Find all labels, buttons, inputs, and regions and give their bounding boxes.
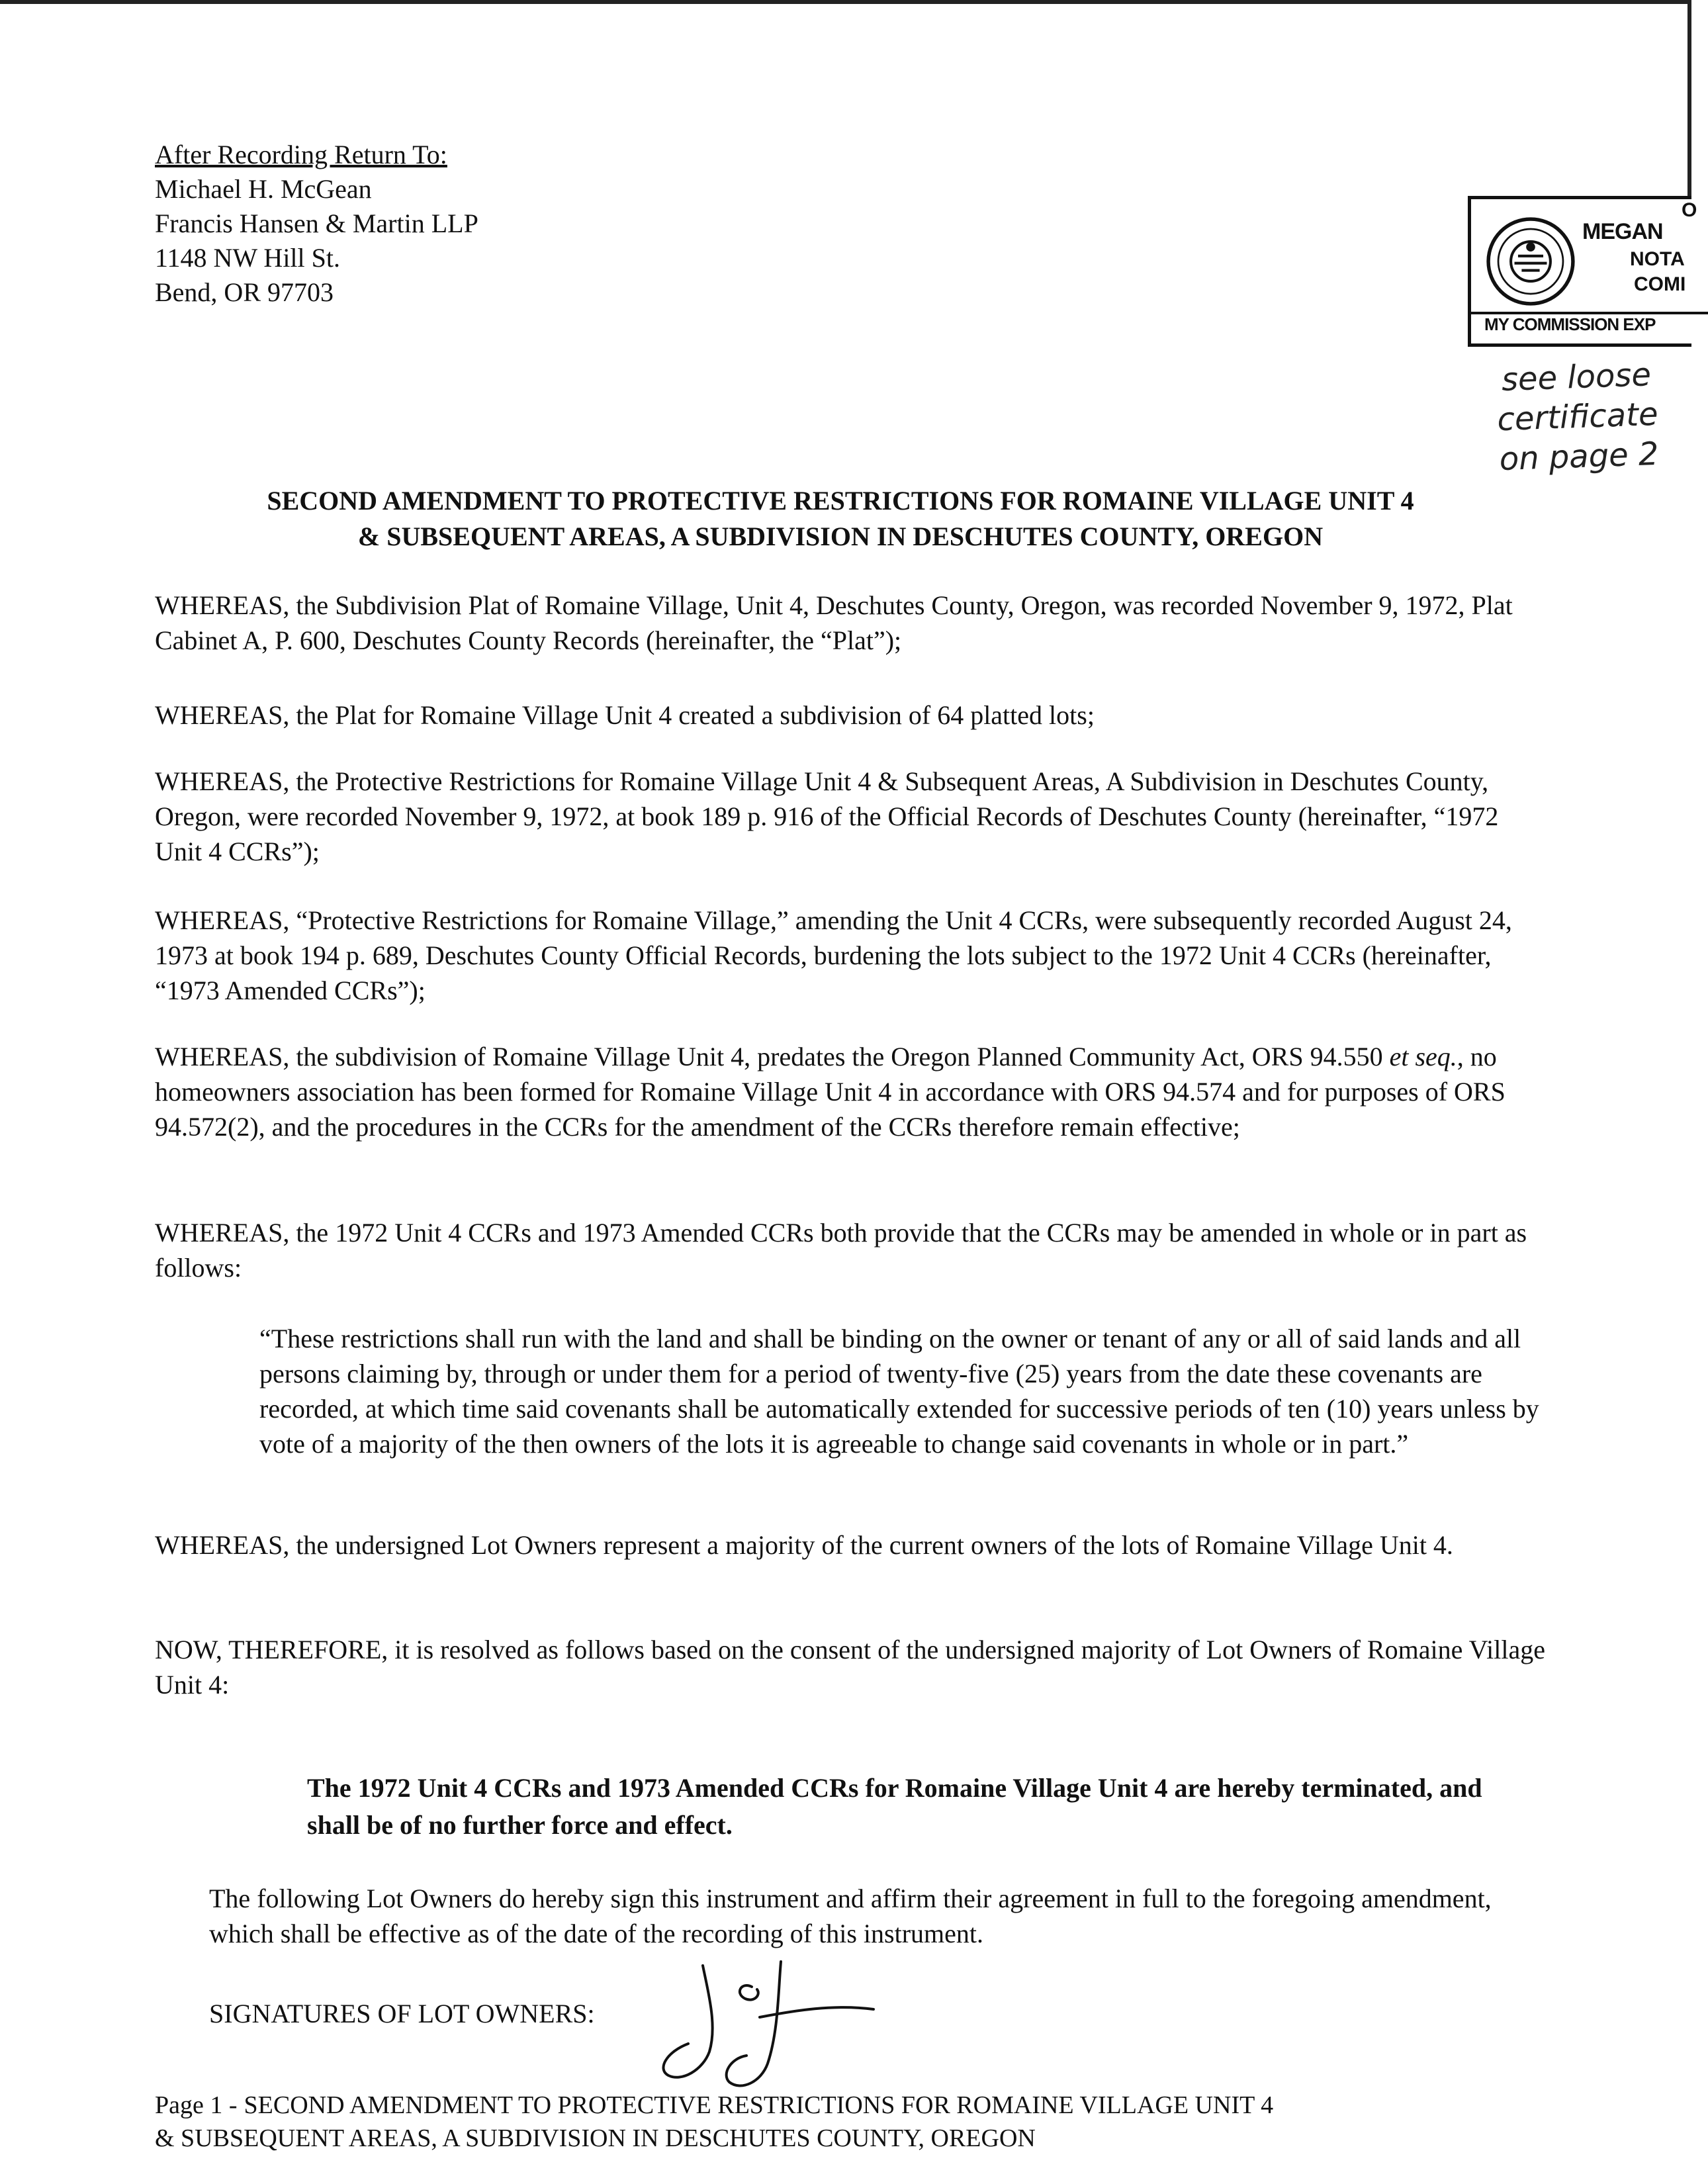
return-line: Bend, OR 97703 [155, 277, 334, 307]
whereas-paragraph: WHEREAS, the Subdivision Plat of Romaine Village, Unit 4, Deschutes County, Oregon, was recorded November 9, 1972, Plat Cabinet A, P. 600, Deschutes County Records (hereinafter, the “Plat”); [155, 590, 1513, 655]
notary-seal-icon [1486, 216, 1576, 306]
footer-line [155, 2089, 1545, 2122]
text-run: , no homeowners association has been formed for Romaine Village Unit 4 in accordance with ORS 94.574 and for purposes of ORS 94.572(2), and the procedures in the CCRs for the amendment of the CCRs therefore remain effective; [155, 1042, 1506, 1142]
footer-line: & SUBSEQUENT AREAS, A SUBDIVISION IN DESCHUTES COUNTY, OREGON [155, 2124, 1036, 2152]
affirmation-paragraph: The following Lot Owners do hereby sign this instrument and affirm their agreement in full to the foregoing amendment, which shall be effective as of the date of the recording of this instrument. [209, 1884, 1492, 1948]
stamp-line: COMI [1634, 273, 1686, 295]
resolution-statement: The 1972 Unit 4 CCRs and 1973 Amended CCRs for Romaine Village Unit 4 are hereby terminated, and shall be of no further force and effect. [307, 1773, 1482, 1840]
whereas-paragraph: WHEREAS, the Plat for Romaine Village Unit 4 created a subdivision of 64 platted lots; [155, 700, 1095, 730]
handwritten-signature [649, 1952, 887, 2105]
return-line: Michael H. McGean [155, 174, 372, 204]
page-number: Page 1 - [155, 2091, 238, 2119]
title-line: & SUBSEQUENT AREAS, A SUBDIVISION IN DESCHUTES COUNTY, OREGON [357, 522, 1324, 551]
stamp-line: NOTA [1630, 248, 1685, 270]
signatures-label: SIGNATURES OF LOT OWNERS: [209, 1999, 595, 2028]
resolution-intro: NOW, THEREFORE, it is resolved as follows based on the consent of the undersigned majority of Lot Owners of Romaine Village Unit 4: [155, 1635, 1545, 1700]
handwritten-note-line: on page 2 [1498, 435, 1660, 478]
whereas-paragraph: WHEREAS, the 1972 Unit 4 CCRs and 1973 Amended CCRs both provide that the CCRs may be amended in whole or in part as follows: [155, 1218, 1527, 1283]
return-line: 1148 NW Hill St. [155, 243, 341, 273]
whereas-paragraph: WHEREAS, “Protective Restrictions for Romaine Village,” amending the Unit 4 CCRs, were subsequently recorded August 24, 1973 at book 194 p. 689, Deschutes County Official Records, burdening the lots subject to the 1972 Unit 4 CCRs (hereinafter, “1973 Amended CCRs”); [155, 905, 1512, 1005]
return-line: Francis Hansen & Martin LLP [155, 208, 478, 238]
handwritten-note-line: certificate [1496, 395, 1659, 439]
return-heading: After Recording Return To: [155, 140, 447, 169]
scan-edge-top [0, 0, 1691, 4]
whereas-paragraph: WHEREAS, the undersigned Lot Owners represent a majority of the current owners of the lots of Romaine Village Unit 4. [155, 1530, 1453, 1560]
stamp-expiry: MY COMMISSION EXP [1471, 312, 1708, 335]
handwritten-note-line: see loose [1501, 356, 1652, 398]
title-line: SECOND AMENDMENT TO PROTECTIVE RESTRICTIONS FOR ROMAINE VILLAGE UNIT 4 [267, 486, 1414, 516]
italic-text: et seq. [1389, 1042, 1457, 1071]
text-run: WHEREAS, the subdivision of Romaine Village Unit 4, predates the Oregon Planned Community Act, ORS 94.550 [155, 1042, 1390, 1071]
stamp-name: MEGAN [1582, 219, 1663, 244]
notary-stamp [1468, 196, 1697, 347]
page-footer [155, 2089, 1545, 2155]
whereas-paragraph: WHEREAS, the Protective Restrictions for Romaine Village Unit 4 & Subsequent Areas, A Subdivision in Deschutes County, Oregon, were recorded November 9, 1972, at book 189 p. 916 of the Official Records of Deschutes County (hereinafter, “1972 Unit 4 CCRs”); [155, 766, 1499, 866]
quoted-restriction: “These restrictions shall run with the land and shall be binding on the owner or tenant of any or all of said lands and all persons claiming by, through or under them for a period of twenty-five (25) years from the date these covenants are recorded, at which time said covenants shall be automatically extended for successive periods of ten (10) years unless by vote of a majority of the then owners of the lots it is agreeable to change said covenants in whole or in part.” [259, 1324, 1539, 1459]
document-title [132, 483, 1549, 555]
stamp-line: O [1682, 199, 1697, 221]
whereas-paragraph [155, 1039, 1551, 1144]
handwritten-note [1476, 354, 1679, 480]
footer-title: SECOND AMENDMENT TO PROTECTIVE RESTRICTIONS FOR ROMAINE VILLAGE UNIT 4 [244, 2091, 1274, 2119]
return-address-block [155, 138, 478, 310]
